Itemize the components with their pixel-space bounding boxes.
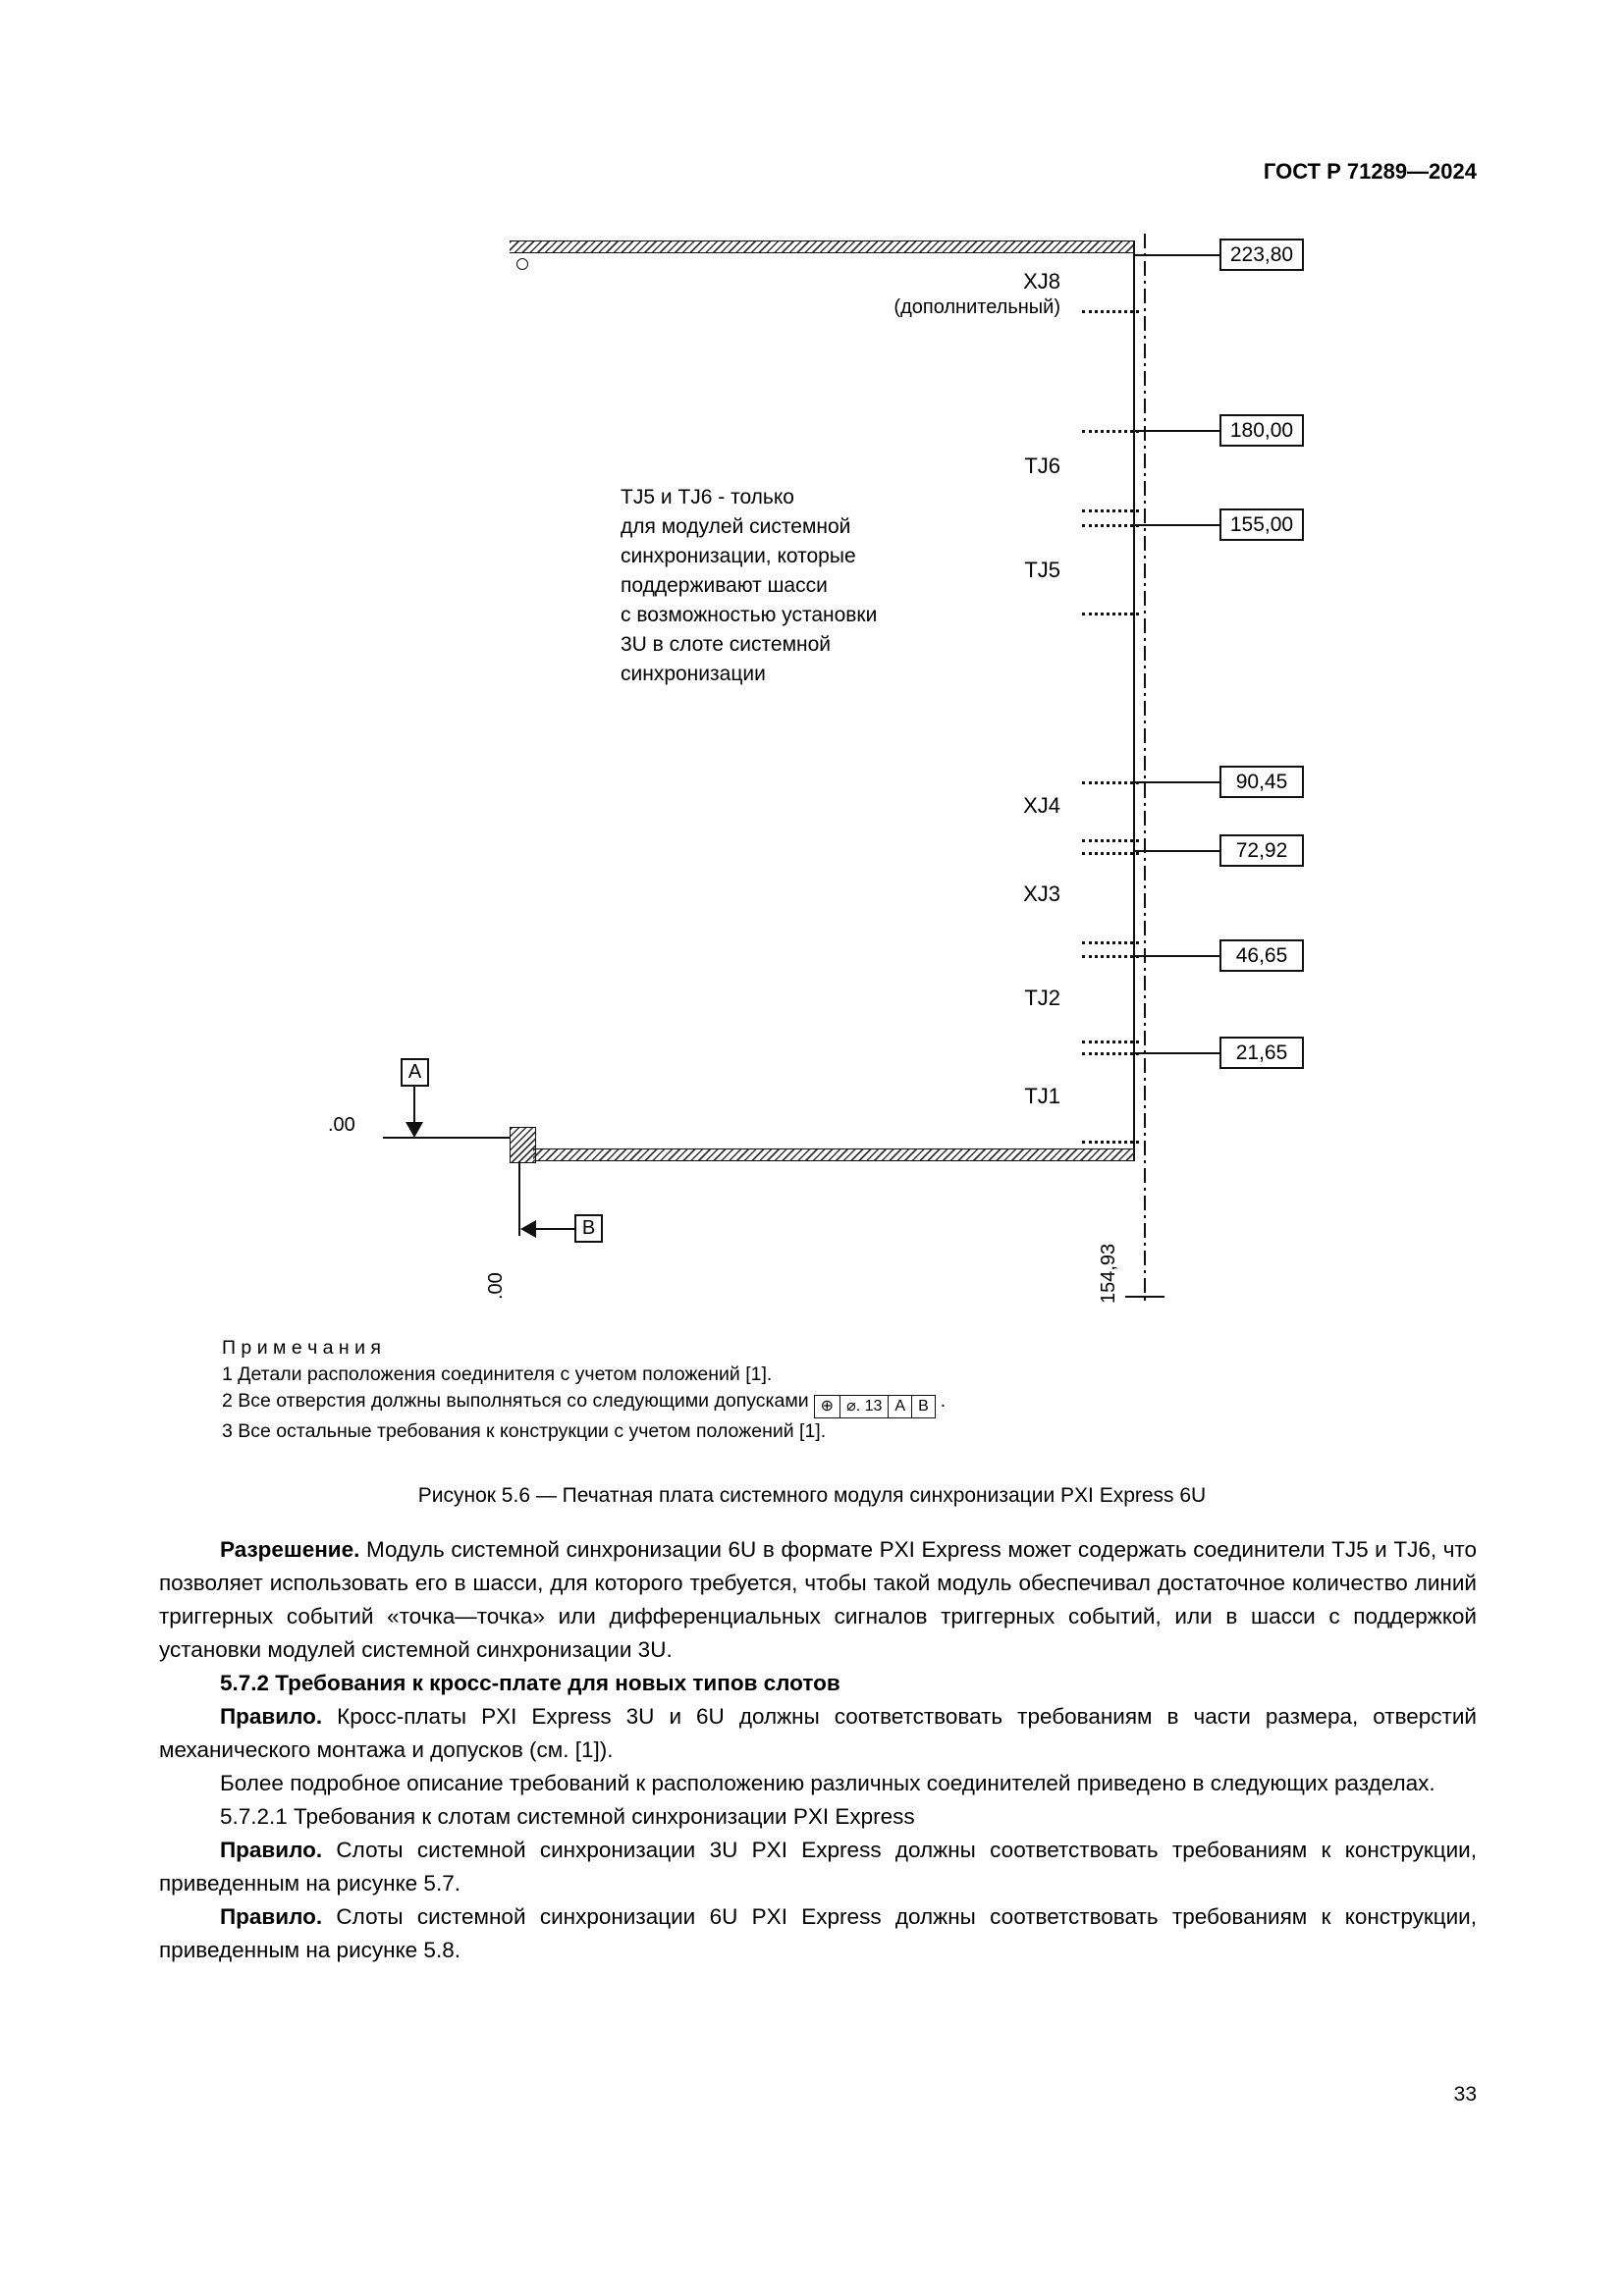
dim-leader (1135, 850, 1219, 852)
dimension-155-00: 155,00 (1219, 508, 1304, 541)
dimension-72-92: 72,92 (1219, 834, 1304, 867)
page-header: ГОСТ Р 71289—2024 (1263, 159, 1477, 184)
datum-b-box: B (574, 1214, 603, 1243)
paragraph-text: Модуль системной синхронизации 6U в формате PXI Express может содержать соединители TJ5 и TJ6, что позволяет использовать его в шасси, для которого требуется, чтобы такой модуль обеспечивал достаточное количество линий триггерных событий «точка—точка» или дифференциальных сигналов триггерных событий, или в шасси с поддержкой установки модулей системной синхронизации 3U. (159, 1537, 1477, 1662)
zero-left-label: .00 (328, 1114, 355, 1136)
paragraph-lead: Разрешение. (220, 1537, 360, 1562)
fcf-datum-a: A (888, 1396, 911, 1417)
pin-row (1082, 1141, 1139, 1144)
paragraph-text: Более подробное описание требований к расположению различных соединителей приведено в следующих разделах. (220, 1771, 1435, 1795)
datum-a-box: A (401, 1058, 429, 1087)
dim-leader (1135, 254, 1219, 256)
pin-row (1082, 852, 1139, 855)
paragraph (159, 1900, 1477, 1967)
dimension-180-00: 180,00 (1219, 414, 1304, 447)
dim-leader (1135, 430, 1219, 432)
dimension-46-65: 46,65 (1219, 939, 1304, 972)
pin-row (1082, 1041, 1139, 1043)
connector-label-xj8: XJ8 (1023, 269, 1060, 294)
paragraph (159, 1700, 1477, 1767)
paragraph-text: Слоты системной синхронизации 3U PXI Express должны соответствовать требованиям к конструкции, приведенным на рисунке 5.7. (159, 1838, 1477, 1896)
pin-row (1082, 509, 1139, 512)
figure-caption: Рисунок 5.6 — Печатная плата системного модуля синхронизации PXI Express 6U (417, 1484, 1207, 1507)
dimension-223-80: 223,80 (1219, 239, 1304, 271)
feature-control-frame (814, 1395, 936, 1418)
paragraph (159, 1834, 1477, 1900)
dimension-154-93: 154,93 (1098, 1243, 1119, 1304)
dim-leader (1135, 955, 1219, 957)
pin-row (1082, 839, 1139, 842)
paragraph (159, 1767, 1477, 1800)
connector-label-xj3: XJ3 (1023, 881, 1060, 906)
paragraph-text: Кросс-платы PXI Express 3U и 6U должны соответствовать требованиям в части размера, отверстий механического монтажа и допусков (см. [1]). (159, 1704, 1477, 1762)
dim-leader (1135, 524, 1219, 526)
datum-a-leader (413, 1087, 415, 1124)
annotation-line: TJ5 и TJ6 - только (621, 486, 794, 508)
subsection-heading (159, 1800, 1477, 1834)
pin-row (1082, 941, 1139, 944)
corner-pad-hatch (510, 1127, 536, 1163)
fcf-datum-b: B (911, 1396, 935, 1417)
note-item-2 (222, 1388, 946, 1418)
notes-title: П р и м е ч а н и я (222, 1337, 381, 1359)
section-heading (159, 1667, 1477, 1700)
connector-label-tj5: TJ5 (1024, 558, 1060, 582)
pin-row (1082, 430, 1139, 433)
pin-row (1082, 524, 1139, 527)
annotation-line: поддерживают шасси (621, 574, 828, 597)
dimension-90-45: 90,45 (1219, 766, 1304, 798)
note-2-text: 2 Все отверстия должны выполняться со следующими допусками (222, 1390, 809, 1412)
annotation-line: синхронизации, которые (621, 545, 856, 567)
dim-leader (1135, 1052, 1219, 1054)
paragraph-lead: 5.7.2 Требования к кросс-плате для новых типов слотов (220, 1671, 840, 1695)
board-top-edge-hatch (510, 240, 1135, 253)
figure-annotation (621, 483, 877, 689)
body-text (159, 1533, 1477, 1967)
connector-label-tj1: TJ1 (1024, 1084, 1060, 1108)
paragraph-lead: Правило. (220, 1904, 323, 1929)
notes-block (222, 1335, 946, 1445)
annotation-line: с возможностью установки (621, 604, 878, 626)
datum-b-line (536, 1228, 574, 1230)
mounting-hole-icon (516, 258, 528, 270)
paragraph-text: 5.7.2.1 Требования к слотам системной синхронизации PXI Express (220, 1804, 915, 1829)
connector-label-tj6: TJ6 (1024, 454, 1060, 478)
board-bottom-edge-hatch (533, 1148, 1134, 1161)
datum-b-triangle-icon (520, 1220, 536, 1238)
fcf-tolerance: ⌀. 13 (839, 1396, 888, 1417)
paragraph-text: Слоты системной синхронизации 6U PXI Express должны соответствовать требованиям к конструкции, приведенным на рисунке 5.8. (159, 1904, 1477, 1962)
board-right-edge (1133, 240, 1135, 1161)
paragraph-lead: Правило. (220, 1838, 323, 1862)
paragraph-lead: Правило. (220, 1704, 323, 1729)
datum-a-baseline (383, 1137, 510, 1139)
page-number: 33 (1453, 2083, 1477, 2106)
dimension-21-65: 21,65 (1219, 1037, 1304, 1069)
note-item-3: 3 Все остальные требования к конструкции с учетом положений [1]. (222, 1420, 827, 1442)
pin-row (1082, 781, 1139, 784)
note-item-1: 1 Детали расположения соединителя с учетом положений [1]. (222, 1363, 773, 1385)
note-2-period: . (940, 1390, 947, 1412)
connector-label-xj8-sub: (дополнительный) (893, 296, 1060, 318)
annotation-line: 3U в слоте системной (621, 633, 832, 656)
pin-row (1082, 1052, 1139, 1055)
center-dash-dot-line (1144, 234, 1146, 1306)
connector-label-xj4: XJ4 (1023, 793, 1060, 818)
paragraph (159, 1533, 1477, 1667)
annotation-line: синхронизации (621, 663, 766, 685)
pin-row (1082, 955, 1139, 958)
dim-leader (1135, 781, 1219, 783)
pin-row (1082, 613, 1139, 615)
datum-a-triangle-icon (406, 1122, 423, 1138)
connector-label-tj2: TJ2 (1024, 986, 1060, 1010)
annotation-line: для модулей системной (621, 515, 851, 538)
dim-bottom-tick (1125, 1296, 1164, 1298)
position-symbol-icon: ⊕ (820, 1398, 835, 1415)
zero-bottom-label: .00 (485, 1272, 507, 1300)
pin-row (1082, 310, 1139, 313)
